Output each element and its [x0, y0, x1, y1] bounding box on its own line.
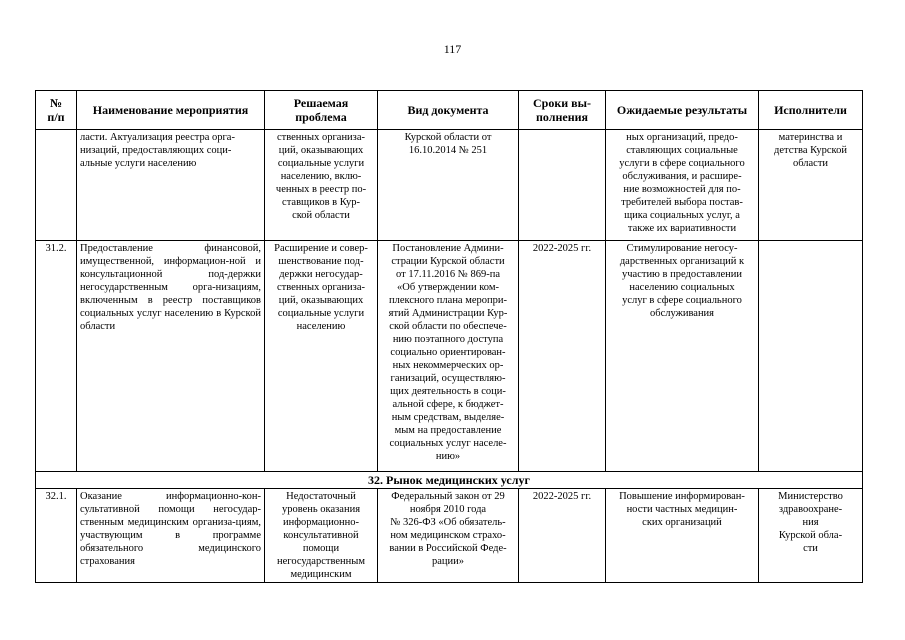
- page-number: 117: [443, 42, 462, 56]
- row-name: Предоставление финансовой, имущественной, информацион-ной и консультационной под-держки негосударственным орга-низациям, включенным в реестр поставщиков социальных услуг населению в Курской области: [77, 241, 265, 472]
- header-name: Наименование мероприятия: [77, 91, 265, 130]
- row-results: ных организаций, предо- ставляющих социальные услуги в сфере социального обслуживания, и расшире- ние возможностей для по- требителей выбора постав- щика социальных услуг, а также их вариативности: [606, 130, 759, 241]
- table-header-row: [36, 91, 863, 130]
- row-name: Оказание информационно-кон-сультативной помощи негосудар-ственным медицинским организа-циям, участвующим в программе обязательного медицинского страхования: [77, 489, 265, 583]
- row-terms: 2022-2025 гг.: [519, 241, 606, 472]
- row-results: Повышение информирован- ности частных медицин- ских организаций: [606, 489, 759, 583]
- header-problem: Решаемая проблема: [265, 91, 378, 130]
- row-problem: Расширение и совер- шенствование под- держки негосудар- ственных организа- ций, оказывающих социальные услуги населению: [265, 241, 378, 472]
- row-executors: Министерство здравоохране- ния Курской обла- сти: [759, 489, 863, 583]
- row-executors: материнства и детства Курской области: [759, 130, 863, 241]
- row-problem: Недостаточный уровень оказания информационно- консультативной помощи негосударственным медицинским: [265, 489, 378, 583]
- header-terms: Сроки вы- полнения: [519, 91, 606, 130]
- row-problem: ственных организа- ций, оказывающих социальные услуги населению, вклю- ченных в реестр по- ставщиков в Кур- ской области: [265, 130, 378, 241]
- row-num: 31.2.: [36, 241, 77, 472]
- header-executors: Исполнители: [759, 91, 863, 130]
- row-executors: [759, 241, 863, 472]
- row-terms: 2022-2025 гг.: [519, 489, 606, 583]
- table-row: [36, 489, 863, 583]
- header-document: Вид документа: [378, 91, 519, 130]
- row-document: Федеральный закон от 29 ноября 2010 года № 326-ФЗ «Об обязатель- ном медицинском страхо- вании в Российской Феде- рации»: [378, 489, 519, 583]
- header-num: № п/п: [36, 91, 77, 130]
- row-results: Стимулирование негосу- дарственных организаций к участию в предоставлении населению социальных услуг в сфере социального обслуживания: [606, 241, 759, 472]
- table-row: [36, 130, 863, 241]
- measures-table: [35, 90, 863, 583]
- row-name: ласти. Актуализация реестра орга- низаций, предоставляющих соци- альные услуги населению: [77, 130, 265, 241]
- row-document: Курской области от 16.10.2014 № 251: [378, 130, 519, 241]
- row-num: [36, 130, 77, 241]
- section-row: [36, 472, 863, 489]
- header-results: Ожидаемые результаты: [606, 91, 759, 130]
- row-num: 32.1.: [36, 489, 77, 583]
- table-row: [36, 241, 863, 472]
- row-document: Постановление Админи- страции Курской области от 17.11.2016 № 869-па «Об утверждении ком- плексного плана меропри- ятий Администрации Кур- ской области по обеспече- нию поэтапного доступа социально ориентирован- ных некоммерческих ор- ганизаций, осуществляю- щих деятельность в соци- альной сфере, к бюджет- ным средствам, выделяе- мым на предоставление социальных услуг населе- нию»: [378, 241, 519, 472]
- section-title: 32. Рынок медицинских услуг: [36, 472, 863, 489]
- row-terms: [519, 130, 606, 241]
